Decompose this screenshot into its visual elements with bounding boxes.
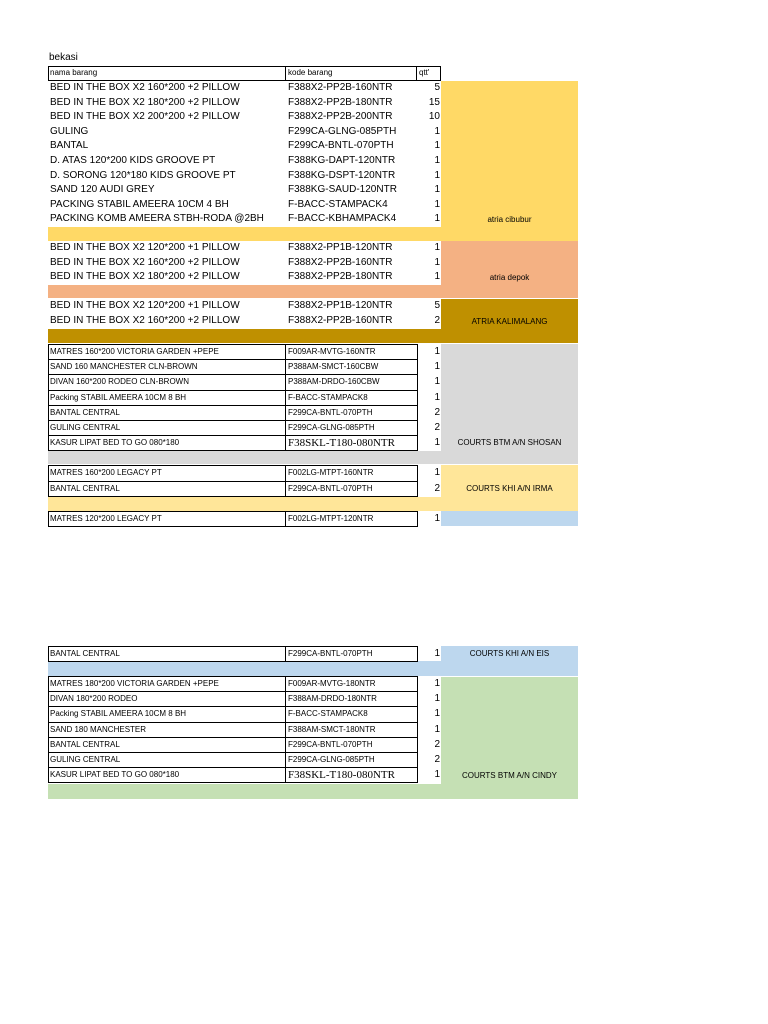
item-name: GULING CENTRAL [50,755,121,764]
item-name: BED IN THE BOX X2 180*200 +2 PILLOW [50,96,240,108]
item-code: F299CA-GLNG-085PTH [288,125,397,137]
row-border [48,359,49,375]
item-code: F388X2-PP1B-120NTR [288,300,393,311]
item-qty: 1 [434,140,440,152]
sheet-title: bekasi [49,52,78,63]
item-code: F388AM-SMCT-180NTR [288,724,376,734]
item-name: SAND 160 MANCHESTER CLN-BROWN [50,362,198,372]
item-name: BANTAL [50,140,89,152]
row-border [48,646,49,662]
item-name: SAND 180 MANCHESTER [50,724,147,734]
item-qty: 1 [434,346,440,357]
item-qty: 1 [434,271,440,283]
header-border [48,66,49,81]
item-code: F388X2-PP2B-160NTR [288,314,393,326]
row-border [48,511,49,527]
row-border [48,722,49,738]
group-separator-band [48,285,441,298]
item-name: Packing STABIL AMEERA 10CM 8 BH [50,392,187,402]
item-name: GULING CENTRAL [50,423,121,432]
location-label: COURTS KHI A/N EIS [469,649,550,658]
item-qty: 1 [434,391,440,403]
group-separator-band [48,329,441,343]
item-name: MATRES 180*200 VICTORIA GARDEN +PEPE [50,679,219,688]
row-border [48,496,418,497]
item-qty: 2 [434,738,440,750]
item-code: F299CA-GLNG-085PTH [288,423,375,432]
item-name: PACKING KOMB AMEERA STBH-RODA @2BH [50,213,264,225]
item-code: F-BACC-STAMPACK8 [288,392,368,402]
item-name: BANTAL CENTRAL [50,739,120,749]
item-qty: 2 [434,422,440,433]
item-qty: 10 [428,111,440,123]
item-code: F388KG-DAPT-120NTR [288,155,396,166]
row-border [48,691,49,707]
item-name: DIVAN 180*200 RODEO [50,694,138,704]
item-name: BED IN THE BOX X2 160*200 +2 PILLOW [50,82,240,93]
header-code: kode barang [288,68,333,77]
item-name: BED IN THE BOX X2 120*200 +1 PILLOW [50,242,240,253]
item-name: Packing STABIL AMEERA 10CM 8 BH [50,709,187,719]
item-qty: 1 [434,376,440,388]
item-code: F38SKL-T180-080NTR [288,769,395,782]
row-border [48,767,49,783]
item-code: F299CA-BNTL-070PTH [288,483,373,493]
group-separator-band [48,227,441,241]
item-name: MATRES 160*200 VICTORIA GARDEN +PEPE [50,347,219,356]
item-name: D. ATAS 120*200 KIDS GROOVE PT [50,155,216,166]
item-qty: 2 [434,314,440,326]
item-code: F009AR-MVTG-160NTR [288,347,376,356]
item-code: F002LG-MTPT-120NTR [288,514,374,523]
item-qty: 1 [434,513,440,524]
item-code: F-BACC-STAMPACK8 [288,709,368,719]
location-label: ATRIA KALIMALANG [471,317,548,326]
item-qty: 1 [434,437,440,449]
row-border [48,752,49,768]
item-qty: 1 [434,242,440,253]
item-name: BANTAL CENTRAL [50,407,120,417]
item-name: BANTAL CENTRAL [50,483,120,493]
item-code: F009AR-MVTG-180NTR [288,679,376,688]
item-code: F299CA-GLNG-085PTH [288,755,375,764]
item-code: F002LG-MTPT-160NTR [288,468,374,477]
item-name: BED IN THE BOX X2 160*200 +2 PILLOW [50,314,240,326]
group-separator-band [48,784,441,799]
row-border [48,435,49,451]
item-qty: 1 [434,198,440,210]
row-border [48,450,418,451]
item-name: DIVAN 160*200 RODEO CLN-BROWN [50,377,189,387]
item-qty: 1 [434,693,440,705]
row-border [48,390,49,406]
item-code: F299CA-BNTL-070PTH [288,407,373,417]
header-qty: qtt' [419,68,430,77]
item-qty: 5 [434,300,440,311]
item-qty: 1 [434,467,440,478]
location-band [441,511,578,526]
item-qty: 2 [434,406,440,418]
location-label: COURTS BTM A/N SHOSAN [457,438,562,447]
item-code: F388X2-PP2B-160NTR [288,256,393,268]
location-label: atria depok [489,273,530,282]
row-border [48,676,49,692]
row-border [48,374,49,390]
item-qty: 15 [428,96,440,108]
item-qty: 1 [434,213,440,225]
item-name: GULING [50,125,89,137]
item-code: P388AM-DRDO-160CBW [288,377,380,387]
item-name: BANTAL CENTRAL [50,649,120,658]
item-name: KASUR LIPAT BED TO GO 080*180 [50,770,180,780]
item-qty: 1 [434,648,440,659]
row-border [48,405,49,421]
item-code: F388X2-PP2B-180NTR [288,271,393,283]
row-border [48,782,418,783]
item-name: BED IN THE BOX X2 160*200 +2 PILLOW [50,256,240,268]
item-code: F388AM-DRDO-180NTR [288,694,377,704]
item-qty: 1 [434,361,440,373]
row-border [48,465,49,482]
item-code: F38SKL-T180-080NTR [288,437,395,450]
location-label: COURTS KHI A/N IRMA [466,484,553,493]
row-border [48,706,49,722]
item-qty: 1 [434,184,440,196]
item-code: F-BACC-STAMPACK4 [288,198,388,210]
item-qty: 1 [434,708,440,720]
row-border [48,344,49,360]
item-name: BED IN THE BOX X2 200*200 +2 PILLOW [50,111,240,123]
item-code: F388X2-PP2B-160NTR [288,82,393,93]
group-separator-band [48,661,441,676]
location-label: atria cibubur [487,215,532,224]
row-border [48,481,49,498]
item-name: SAND 120 AUDI GREY [50,184,155,196]
item-name: PACKING STABIL AMEERA 10CM 4 BH [50,198,229,210]
item-code: F388X2-PP2B-200NTR [288,111,393,123]
item-name: MATRES 160*200 LEGACY PT [50,468,162,477]
item-code: F299CA-BNTL-070PTH [288,649,373,658]
item-qty: 1 [434,723,440,735]
row-border [48,737,49,753]
group-separator-band [48,451,441,464]
item-code: F299CA-BNTL-070PTH [288,739,373,749]
location-label: COURTS BTM A/N CINDY [462,771,557,780]
item-qty: 5 [434,82,440,93]
item-qty: 1 [434,256,440,268]
item-name: MATRES 120*200 LEGACY PT [50,514,162,523]
row-border [48,420,49,436]
item-qty: 1 [434,678,440,689]
item-qty: 1 [434,155,440,166]
item-code: F388X2-PP1B-120NTR [288,242,393,253]
item-name: D. SORONG 120*180 KIDS GROOVE PT [50,169,236,181]
item-qty: 1 [434,125,440,137]
item-code: F388X2-PP2B-180NTR [288,96,393,108]
item-code: P388AM-SMCT-160CBW [288,362,379,372]
item-qty: 2 [434,754,440,765]
item-code: F388KG-DSPT-120NTR [288,169,396,181]
item-name: BED IN THE BOX X2 120*200 +1 PILLOW [50,300,240,311]
item-name: KASUR LIPAT BED TO GO 080*180 [50,438,180,448]
group-separator-band [48,497,441,511]
header-border [440,66,441,81]
item-code: F388KG-SAUD-120NTR [288,184,397,196]
item-qty: 1 [434,169,440,181]
item-code: F299CA-BNTL-070PTH [288,140,394,152]
item-code: F-BACC-KBHAMPACK4 [288,213,397,225]
item-qty: 1 [434,769,440,781]
item-name: BED IN THE BOX X2 180*200 +2 PILLOW [50,271,240,283]
header-name: nama barang [50,68,98,77]
item-qty: 2 [434,482,440,494]
